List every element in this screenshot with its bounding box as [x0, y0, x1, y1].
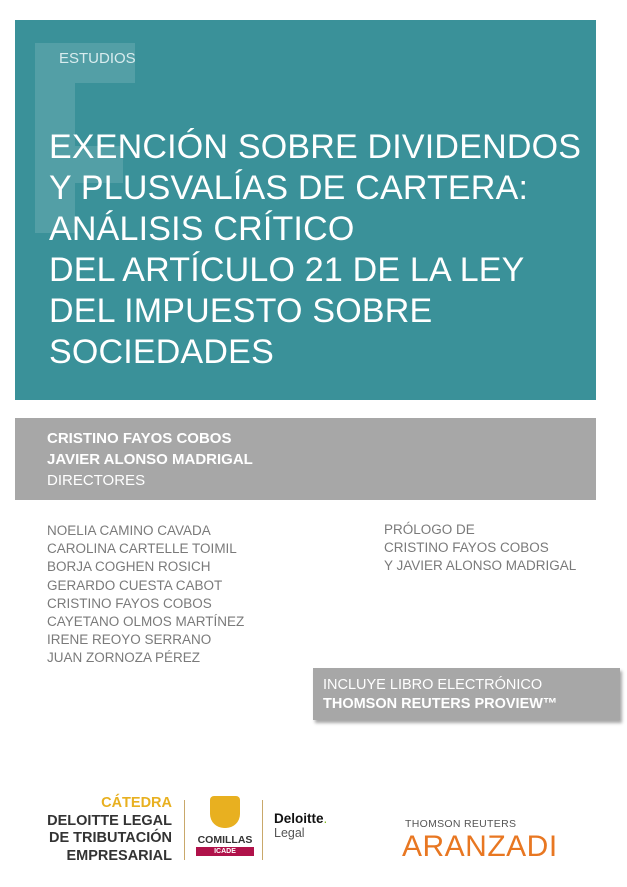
directors-band: [15, 418, 596, 500]
author: CAROLINA CARTELLE TOIMIL: [47, 541, 237, 557]
proview-badge: [313, 668, 620, 720]
proview-line1: INCLUYE LIBRO ELECTRÓNICO: [323, 677, 543, 693]
prologue: [384, 521, 576, 576]
title-line: DEL IMPUESTO SOBRE: [49, 292, 433, 330]
title-line: DEL ARTÍCULO 21 DE LA LEY: [49, 251, 525, 289]
icade-label: ICADE: [196, 847, 254, 856]
title-line: EXENCIÓN SOBRE DIVIDENDOS: [49, 128, 582, 166]
deloitte-dot: .: [323, 811, 328, 826]
author: IRENE REOYO SERRANO: [47, 632, 212, 648]
authors-list: [47, 522, 244, 668]
title-line: Y PLUSVALÍAS DE CARTERA:: [49, 169, 529, 207]
prologue-line: CRISTINO FAYOS COBOS: [384, 540, 549, 556]
catedra-logo: [40, 795, 172, 865]
title-panel: [15, 20, 596, 400]
author: NOELIA CAMINO CAVADA: [47, 523, 211, 538]
author: GERARDO CUESTA CABOT: [47, 577, 223, 593]
proview-line2: THOMSON REUTERS PROVIEW™: [323, 696, 558, 712]
catedra-line: DELOITTE LEGAL: [47, 812, 172, 829]
director-name: JAVIER ALONSO MADRIGAL: [47, 451, 253, 468]
author: CAYETANO OLMOS MARTÍNEZ: [47, 614, 245, 630]
deloitte-name: Deloitte: [274, 811, 324, 826]
director-name: CRISTINO FAYOS COBOS: [47, 430, 232, 447]
title-line: ANÁLISIS CRÍTICO: [49, 210, 355, 248]
prologue-line: PRÓLOGO DE: [384, 522, 475, 537]
divider: [262, 800, 263, 860]
book-title: [49, 127, 581, 373]
series-label: ESTUDIOS: [59, 50, 136, 67]
deloitte-sub: Legal: [274, 826, 305, 840]
coat-of-arms-icon: [210, 796, 240, 828]
title-line: SOCIEDADES: [49, 333, 274, 371]
publisher-logo: ARANZADI: [402, 830, 558, 863]
author: JUAN ZORNOZA PÉREZ: [47, 650, 201, 666]
deloitte-logo: [274, 812, 327, 840]
author: CRISTINO FAYOS COBOS: [47, 595, 212, 611]
author: BORJA COGHEN ROSICH: [47, 559, 211, 575]
catedra-line: DE TRIBUTACIÓN: [49, 830, 172, 846]
publisher-group: THOMSON REUTERS: [405, 818, 517, 830]
catedra-line: EMPRESARIAL: [66, 847, 172, 864]
directors-role: DIRECTORES: [47, 472, 146, 489]
prologue-line: Y JAVIER ALONSO MADRIGAL: [384, 558, 577, 574]
comillas-name: COMILLAS: [197, 834, 253, 846]
comillas-logo: [196, 796, 254, 856]
catedra-label: CÁTEDRA: [101, 795, 172, 811]
divider: [184, 800, 185, 860]
